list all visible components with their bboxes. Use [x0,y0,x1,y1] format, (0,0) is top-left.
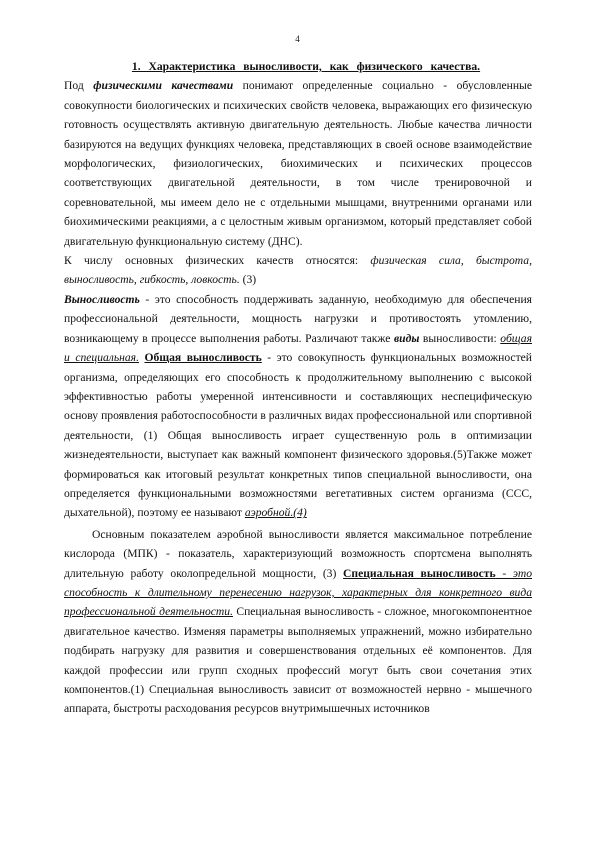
term-physical-qualities: физическими качествами [93,79,234,93]
paragraph-special-endurance [64,525,532,719]
text-run: - это совокупность функциональных возможностей организма, определяющих его способность к продолжительному выполнению с высокой эффективностью работы умеренной интенсивности и составляющих неспецифическую основу проявления работоспособности в различных видах профессиональной или спортивной деятельности, (1) Общая выносливость играет существенную роль в оптимизации жизнедеятельности, выступает как важный компонент физического здоровья.(5)Также может формироваться как итоговый результат конкретных типов специальной выносливости, она определяется функциональными возможностями вегетативных систем организма (ССС, дыхательной), поэтому ее называют [64,351,532,520]
paragraph-basic-qualities [64,251,532,290]
term-special-endurance: Специальная выносливость [343,566,496,580]
text-run: (3) [239,273,257,287]
qualities-list: физическая сила, быстрота, выносливость, гибкость, ловкость. [64,254,532,287]
text-run: выносливости: [419,331,501,345]
page-number: 4 [295,34,300,44]
paragraph-endurance [64,290,532,523]
term-kinds: виды [393,331,420,345]
term-general-endurance: Общая выносливость [144,351,262,365]
endurance-types: общая и специальная. [64,331,532,365]
text-run: Под [64,79,94,93]
section-heading: 1. Характеристика выносливости, как физического качества. [131,60,481,73]
paragraph-physical-qualities [64,76,532,251]
term-aerobic: аэробной.(4) [244,506,307,520]
text-run: К числу основных физических качеств относятся: [64,254,371,268]
text-run: Основным показателем аэробной выносливости является максимальное потребление кислорода (МПК) - показатель, характеризующий возможность спортсмена выполнять длительную работу околопредельной мощности, (3) [64,527,532,580]
text-run: Специальная выносливость - сложное, многокомпонентное двигательное качество. Изменяя параметры выполняемых упражнений, можно избирательно подбирать нагрузку для развития и совершенствования отдельных её компонентов. Для каждой профессии или групп сходных профессий могут быть свои сочетания этих компонентов.(1) Специальная выносливость зависит от возможностей нервно - мышечного аппарата, быстроты расходования ресурсов внутримышечных источников [64,605,532,716]
page-content [64,57,532,719]
text-run: понимают определенные социально - обусловленные совокупности биологических и психических свойств человека, выражающих его физическую готовность осуществлять активную двигательную деятельность. Любые качества личности базируются на ведущих функциях человека, представляющих в своей основе взаимодействие морфологических, физиологических, биохимических и психических процессов соответствующих двигательной деятельности, в том числе тренировочной и соревновательной, мы имеем дело не с отдельными мышцами, внутренними органами или биохимическими реакциями, а с целостным живым организмом, который представляет собой двигательную функциональную систему (ДНС). [64,79,532,248]
special-endurance-definition: - это способность к длительному перенесению нагрузок, характерных для конкретного вида профессиональной деятельности. [64,566,532,619]
text-run: - это способность поддерживать заданную, необходимую для обеспечения профессиональной деятельности, мощность нагрузки и противостоять утомлению, возникающему в процессе выполнения работы. Различают также [64,292,532,345]
term-endurance: Выносливость [64,292,140,306]
